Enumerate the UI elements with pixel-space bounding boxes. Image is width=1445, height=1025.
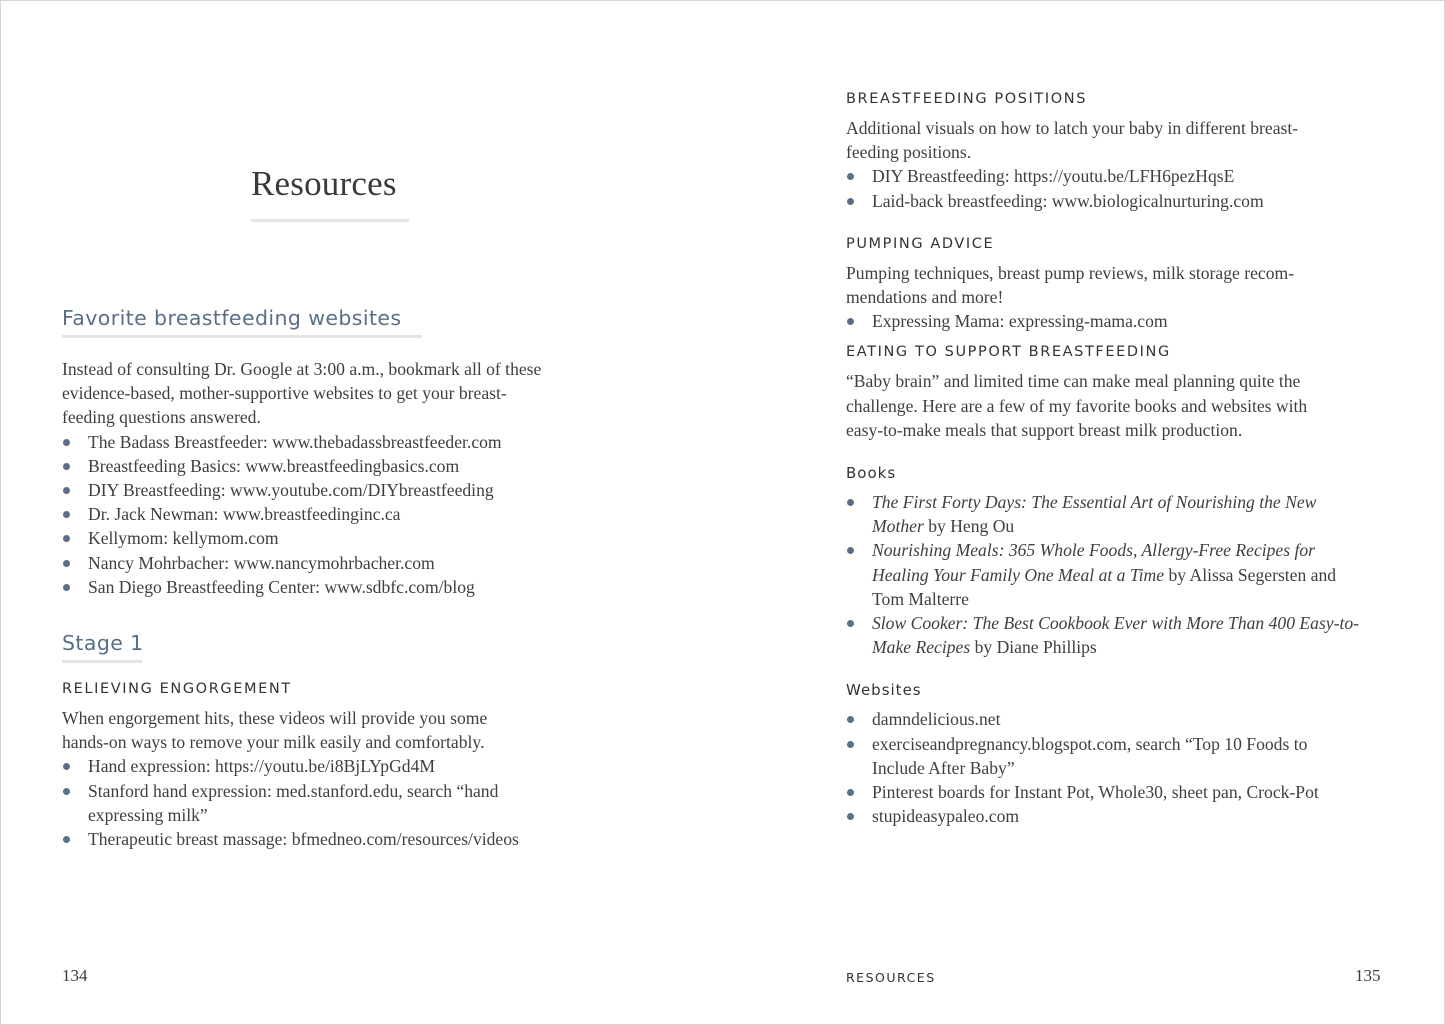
list-item [62, 478, 622, 502]
list-item [846, 732, 1406, 780]
bullet-icon [847, 318, 854, 325]
list-item [846, 538, 1406, 611]
favorites-heading-rule [62, 335, 422, 338]
bullet-icon [847, 547, 854, 554]
pumping-intro [846, 261, 1406, 309]
list-item [62, 575, 622, 599]
list-item-text: Breastfeeding Basics: www.breastfeedingbasics.com [88, 455, 460, 476]
list-item-text: exerciseandpregnancy.blogspot.com, search “Top 10 Foods to [872, 733, 1308, 754]
list-item-text: The Badass Breastfeeder: www.thebadassbreastfeeder.com [88, 431, 502, 452]
list-item [62, 551, 622, 575]
websites-heading: Websites [846, 681, 922, 700]
list-item-text: DIY Breastfeeding: www.youtube.com/DIYbreastfeeding [88, 480, 494, 501]
book-title: Mother [872, 516, 924, 537]
bullet-icon [63, 584, 70, 591]
websites-list [846, 707, 1406, 828]
stage1-heading-rule [62, 660, 142, 663]
favorites-list [62, 430, 622, 599]
bullet-icon [63, 836, 70, 843]
list-item [62, 754, 622, 778]
favorites-heading: Favorite breastfeeding websites [62, 306, 402, 330]
positions-intro-line: Additional visuals on how to latch your baby in different breast- [846, 118, 1299, 138]
relieving-engorgement-heading: RELIEVING ENGORGEMENT [62, 681, 292, 697]
left-page-number: 134 [62, 966, 88, 985]
bullet-icon [63, 463, 70, 470]
favorites-intro-line: Instead of consulting Dr. Google at 3:00 a.m., bookmark all of these [62, 359, 542, 379]
list-item-text: Expressing Mama: expressing-mama.com [872, 311, 1168, 332]
eating-intro-line: easy-to-make meals that support breast milk production. [846, 419, 1243, 440]
book-title: Healing Your Family One Meal at a Time [872, 564, 1165, 585]
right-page-content [846, 87, 1406, 828]
bullet-icon [847, 198, 854, 205]
books-list [846, 490, 1406, 659]
list-item [846, 780, 1406, 804]
favorites-intro [62, 357, 622, 430]
bullet-icon [63, 788, 70, 795]
list-item [62, 502, 622, 526]
bullet-icon [63, 439, 70, 446]
list-item-text: damndelicious.net [872, 709, 1001, 730]
book-author: by Diane Phillips [970, 637, 1097, 658]
stage1-intro [62, 706, 622, 754]
bullet-icon [847, 499, 854, 506]
bullet-icon [847, 173, 854, 180]
bullet-icon [847, 789, 854, 796]
book-title: The First Forty Days: The Essential Art of Nourishing the New [872, 492, 1317, 513]
book-title: Nourishing Meals: 365 Whole Foods, Allergy-Free Recipes for [872, 540, 1316, 561]
positions-list [846, 164, 1406, 212]
book-author: Tom Malterre [872, 588, 969, 609]
stage1-list [62, 754, 622, 851]
list-item [846, 804, 1406, 828]
list-item-text: Laid-back breastfeeding: www.biologicalnurturing.com [872, 190, 1264, 211]
list-item-text: Nancy Mohrbacher: www.nancymohrbacher.com [88, 552, 435, 573]
list-item [62, 526, 622, 550]
bullet-icon [847, 741, 854, 748]
list-item [62, 779, 622, 827]
list-item [62, 827, 622, 851]
chapter-title-rule [251, 219, 409, 222]
list-item [62, 430, 622, 454]
books-heading: Books [846, 464, 897, 483]
bullet-icon [847, 716, 854, 723]
chapter-title: Resources [251, 164, 397, 203]
eating-intro-line: challenge. Here are a few of my favorite books and websites with [846, 395, 1308, 416]
list-item-text: Pinterest boards for Instant Pot, Whole30, sheet pan, Crock-Pot [872, 782, 1319, 803]
stage1-intro-line: When engorgement hits, these videos will provide you some [62, 708, 488, 728]
list-item [62, 454, 622, 478]
bullet-icon [63, 560, 70, 567]
list-item-text: Kellymom: kellymom.com [88, 528, 279, 549]
pumping-list [846, 309, 1406, 333]
list-item-text: Stanford hand expression: med.stanford.edu, search “hand [88, 780, 499, 801]
book-title: Make Recipes [872, 637, 971, 658]
eating-intro-line: “Baby brain” and limited time can make meal planning quite the [846, 371, 1301, 392]
pumping-intro-line: mendations and more! [846, 287, 1004, 308]
list-item [846, 164, 1406, 188]
bullet-icon [63, 511, 70, 518]
list-item-text: Hand expression: https://youtu.be/i8BjLYpGd4M [88, 756, 436, 777]
eating-heading: EATING TO SUPPORT BREASTFEEDING [846, 344, 1171, 361]
list-item [846, 611, 1406, 659]
list-item-text: Include After Baby” [872, 757, 1015, 778]
stage1-heading: Stage 1 [62, 631, 144, 655]
favorites-intro-line: feeding questions answered. [62, 407, 261, 428]
list-item-text: expressing milk” [88, 804, 208, 825]
list-item-text: Dr. Jack Newman: www.breastfeedinginc.ca [88, 504, 401, 525]
book-author: by Alissa Segersten and [1164, 564, 1337, 585]
book-author: by Heng Ou [923, 516, 1015, 537]
bullet-icon [63, 487, 70, 494]
eating-intro [846, 369, 1406, 442]
right-page-number: 135 [1355, 966, 1381, 985]
favorites-section [62, 357, 622, 599]
list-item-text: DIY Breastfeeding: https://youtu.be/LFH6pezHqsE [872, 166, 1235, 187]
positions-heading: BREASTFEEDING POSITIONS [846, 91, 1087, 107]
bullet-icon [847, 620, 854, 627]
list-item [846, 490, 1406, 538]
pumping-heading: PUMPING ADVICE [846, 235, 995, 252]
positions-intro [846, 116, 1406, 164]
pumping-intro-line: Pumping techniques, breast pump reviews, milk storage recom- [846, 262, 1295, 283]
list-item-text: stupideasypaleo.com [872, 806, 1020, 827]
list-item [846, 707, 1406, 731]
book-title: Slow Cooker: The Best Cookbook Ever with More Than 400 Easy-to- [872, 613, 1360, 634]
list-item-text: San Diego Breastfeeding Center: www.sdbfc.com/blog [88, 576, 475, 597]
stage1-section [62, 677, 622, 851]
favorites-intro-line: evidence-based, mother-supportive websites to get your breast- [62, 383, 507, 404]
list-item-text: Therapeutic breast massage: bfmedneo.com/resources/videos [88, 829, 519, 850]
bullet-icon [63, 763, 70, 770]
bullet-icon [63, 535, 70, 542]
list-item [846, 309, 1406, 333]
stage1-intro-line: hands-on ways to remove your milk easily and comfortably. [62, 732, 485, 753]
bullet-icon [847, 813, 854, 820]
list-item [846, 189, 1406, 213]
positions-intro-line: feeding positions. [846, 142, 972, 163]
running-head: RESOURCES [846, 970, 936, 985]
